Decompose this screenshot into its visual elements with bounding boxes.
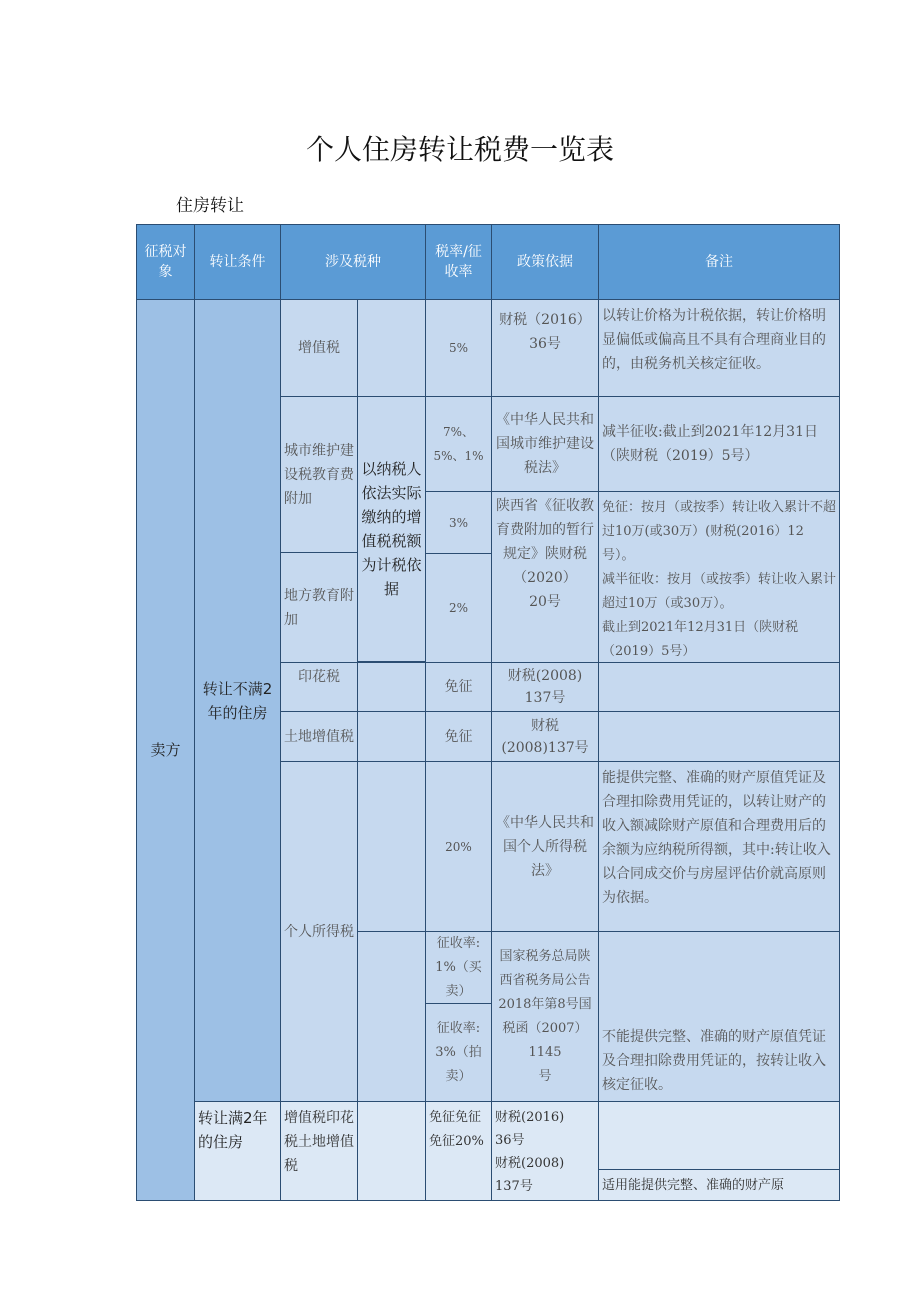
remark-land — [598, 711, 840, 762]
remark-ge2 — [598, 1101, 840, 1170]
condition-ge2-cell: 转让满2年的住房 — [194, 1101, 281, 1201]
basis-ge2 — [357, 1101, 426, 1201]
tax-table — [136, 224, 840, 1201]
rate-iit-auction: 征收率: 3%（拍卖） — [425, 1003, 492, 1102]
rate-ge2: 免征免征 免征20% — [425, 1101, 492, 1201]
seller-cell: 卖方 — [136, 299, 195, 1201]
policy-local-edu: 陕西省《征收教育费附加的暂行规定》陕财税（2020） 20号 — [491, 491, 599, 663]
rate-land: 免征 — [425, 711, 492, 762]
rate-edu: 3% — [425, 491, 492, 554]
basis-stamp — [357, 662, 426, 712]
tax-iit: 个人所得税 — [280, 761, 358, 1102]
remark-local-edu: 免征：按月（或按季）转让收入累计不超过10万(或30万）(财税(2016）12号）。 减半征收：按月（或按季）转让收入累计超过10万（或30万）。 截止到2021年12月31日（陕财税（2019）5号） — [598, 491, 840, 663]
remark-stamp — [598, 662, 840, 712]
header-condition: 转让条件 — [194, 224, 281, 300]
policy-urban: 《中华人民共和国城市维护建设税法》 — [491, 396, 599, 492]
page-title: 个人住房转让税费一览表 — [305, 133, 614, 166]
policy-stamp: 财税(2008) 137号 — [491, 662, 599, 712]
rate-vat: 5% — [425, 299, 492, 397]
header-taxes: 涉及税种 — [280, 224, 426, 300]
rate-local-edu: 2% — [425, 553, 492, 663]
policy-iit: 《中华人民共和国个人所得税法》 — [491, 761, 599, 932]
rate-iit-sale: 征收率: 1%（买卖） — [425, 931, 492, 1004]
header-remark: 备注 — [598, 224, 840, 300]
rate-stamp: 免征 — [425, 662, 492, 712]
policy-ge2: 财税(2016) 36号 财税(2008) 137号 — [491, 1101, 599, 1201]
surcharge-basis: 以纳税人依法实际缴纳的增值税税额为计税依据 — [357, 396, 426, 662]
tax-vat: 增值税 — [280, 299, 358, 397]
remark-iit-b: 不能提供完整、准确的财产原值凭证及合理扣除费用凭证的，按转让收入核定征收。 — [598, 931, 840, 1102]
header-object: 征税对象 — [136, 224, 195, 300]
remark-vat: 以转让价格为计税依据，转让价格明显偏低或偏高且不具有合理商业目的的，由税务机关核定征收。 — [598, 299, 840, 397]
basis-iit — [357, 761, 426, 932]
remark-ge2-b: 适用能提供完整、准确的财产原 — [598, 1169, 840, 1201]
tax-stamp: 印花税 — [280, 662, 358, 712]
basis-iit-b — [357, 931, 426, 1102]
remark-iit: 能提供完整、准确的财产原值凭证及合理扣除费用凭证的，以转让财产的收入额减除财产原值和合理费用后的余额为应纳税所得额，其中:转让收入以合同成交价与房屋评估价就高原则为依据。 — [598, 761, 840, 932]
policy-land: 财税(2008)137号 — [491, 711, 599, 762]
condition-lt2-cell: 转让不满2年的住房 — [194, 299, 281, 1102]
header-rate: 税率/征收率 — [425, 224, 492, 300]
policy-vat: 财税（2016） 36号 — [491, 299, 599, 397]
basis-vat — [357, 299, 426, 397]
tax-urban: 城市维护建设税教育费附加 — [280, 396, 358, 553]
taxes-ge2: 增值税印花税土地增值税 — [280, 1101, 358, 1201]
basis-land — [357, 711, 426, 762]
remark-urban: 减半征收:截止到2021年12月31日（陕财税（2019）5号） — [598, 396, 840, 492]
section-title: 住房转让 — [176, 196, 244, 216]
rate-iit: 20% — [425, 761, 492, 932]
rate-urban: 7%、5%、1% — [425, 396, 492, 492]
header-policy: 政策依据 — [491, 224, 599, 300]
policy-iit-b: 国家税务总局陕西省税务局公告 2018年第8号国税函（2007） 1145 号 — [491, 931, 599, 1102]
tax-local-edu: 地方教育附加 — [280, 552, 358, 663]
tax-land: 土地增值税 — [280, 711, 358, 762]
